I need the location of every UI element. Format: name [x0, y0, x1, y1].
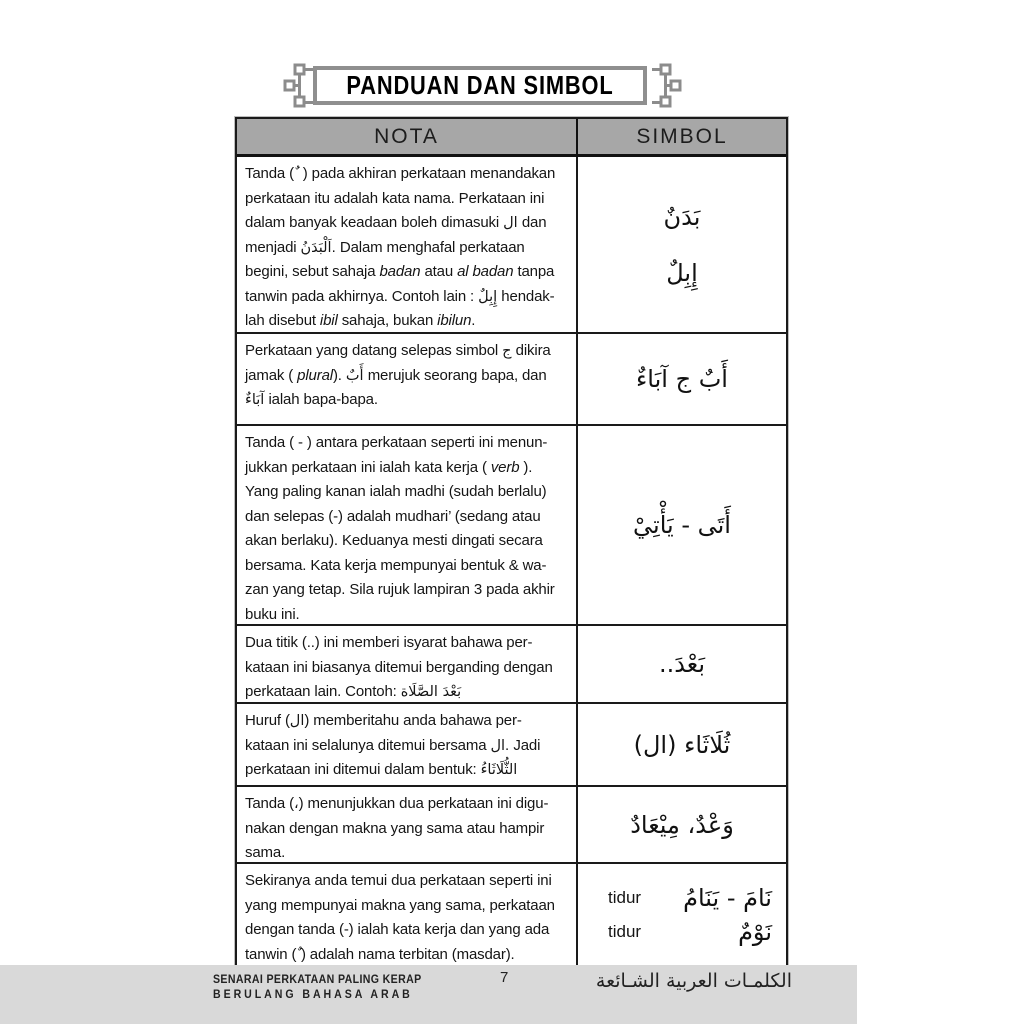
- inline-arabic-text: ٌ: [293, 166, 299, 182]
- inline-arabic-text: ٌ: [296, 946, 301, 963]
- note-line: [245, 364, 572, 389]
- note-text: perkataan ini ditemui dalam bentuk:: [245, 761, 481, 778]
- table-row: [237, 862, 786, 965]
- note-text: menjadi: [245, 238, 301, 256]
- note-line: [245, 388, 572, 413]
- title-banner: [285, 62, 680, 110]
- note-text: ) adalah nama terbitan (masdar).: [300, 945, 515, 963]
- nota-cell: [237, 787, 578, 862]
- table-body: [237, 157, 786, 965]
- note-text: ).: [332, 366, 346, 384]
- note-text: ) menunjukkan dua perkataan ini digu-: [298, 795, 549, 812]
- note-line: [245, 943, 572, 968]
- symbol-arabic-word: نَامَ - يَنَامُ: [683, 883, 772, 912]
- note-text: sahaja, bukan: [337, 312, 438, 329]
- note-line: [245, 339, 572, 364]
- footer-series-title: [213, 973, 422, 1003]
- nota-cell: [237, 704, 578, 785]
- inline-arabic-text: ،: [293, 796, 299, 812]
- note-text: nakan dengan makna yang sama atau hampir: [245, 819, 545, 837]
- inline-arabic-text: إِبِلٌ: [478, 288, 498, 305]
- note-line: [245, 603, 572, 628]
- note-text: dalam banyak keadaan boleh dimasuki: [245, 214, 504, 231]
- note-text: begini, sebut sahaja: [245, 263, 380, 280]
- symbol-arabic-word: نَوْمٌ: [738, 917, 772, 946]
- inline-arabic-text: ال: [503, 215, 518, 231]
- inline-arabic-text: آبَاءٌ: [245, 392, 265, 408]
- footer-series-line1: SENARAI PERKATAAN PALING KERAP: [213, 974, 422, 986]
- note-line: [245, 162, 572, 187]
- note-text: dan: [517, 214, 547, 231]
- italic-text: plural: [297, 366, 333, 384]
- note-line: [245, 709, 572, 734]
- note-line: [245, 211, 572, 236]
- note-line: [245, 841, 572, 866]
- note-text: jamak (: [245, 366, 298, 384]
- note-line: [245, 554, 572, 579]
- symbol-arabic-word: إِبِلٌ: [666, 258, 698, 287]
- nota-cell: [237, 157, 578, 332]
- note-text: Huruf (: [245, 712, 290, 729]
- note-line: [245, 505, 572, 530]
- note-text: dikira: [511, 342, 551, 359]
- symbol-arabic-word: أَتَى - يَأْتِيْ: [633, 511, 731, 539]
- nota-cell: [237, 626, 578, 702]
- note-text: ) memberitahu anda bahawa per-: [304, 712, 522, 729]
- note-line: [245, 480, 572, 505]
- symbol-line: [578, 511, 786, 539]
- note-text: dan selepas (-) adalah mudhari’ (sedang atau: [245, 507, 541, 525]
- simbol-cell: [578, 626, 786, 702]
- symbol-latin-gloss: tidur: [608, 921, 642, 941]
- note-text: tanwin pada akhirnya. Contoh lain :: [245, 287, 479, 305]
- symbol-line: [578, 365, 786, 393]
- note-text: lah disebut: [245, 312, 320, 329]
- title-box: [313, 66, 647, 105]
- note-line: [245, 631, 572, 656]
- note-line: [245, 758, 572, 783]
- footer-series-line2: BERULANG BAHASA ARAB: [213, 989, 413, 1001]
- note-text: ).: [519, 458, 533, 476]
- note-line: [245, 918, 572, 943]
- table-row: [237, 702, 786, 785]
- note-text: Tanda (: [245, 795, 294, 812]
- note-text: . Jadi: [505, 736, 541, 754]
- note-text: bersama. Kata kerja mempunyai bentuk & wa-: [245, 556, 547, 574]
- symbol-arabic-word: وَعْدٌ، مِيْعَادٌ: [630, 810, 734, 839]
- note-text: tanwin (: [245, 945, 297, 963]
- italic-text: badan: [379, 263, 421, 280]
- inline-arabic-text: الثُّلَاثَاءُ: [480, 762, 518, 778]
- table-row: [237, 424, 786, 624]
- note-text: atau: [420, 263, 458, 280]
- inline-arabic-text: ج: [502, 343, 512, 359]
- table-row: [237, 624, 786, 702]
- italic-text: al badan: [457, 263, 514, 280]
- column-header-simbol: SIMBOL: [636, 124, 728, 148]
- ornament-right-icon: [652, 63, 682, 109]
- page-title: PANDUAN DAN SIMBOL: [346, 70, 614, 100]
- page-number: 7: [500, 969, 509, 986]
- note-line: [245, 431, 572, 456]
- symbol-line: [578, 203, 786, 231]
- note-line: [245, 309, 572, 334]
- symbol-arabic-word: بَعْدَ..: [658, 650, 706, 678]
- simbol-cell: [578, 787, 786, 862]
- note-text: Perkataan yang datang selepas simbol: [245, 342, 503, 359]
- nota-cell: [237, 334, 578, 424]
- note-line: [245, 734, 572, 759]
- note-text: Sekiranya anda temui dua perkataan seperti ini: [245, 872, 552, 889]
- note-text: tanpa: [513, 263, 555, 280]
- symbol-arabic-word: أَبٌ ج آبَاءٌ: [636, 365, 728, 393]
- symbol-arabic-word: بَدَنٌ: [663, 202, 701, 231]
- simbol-cell: [578, 334, 786, 424]
- note-line: [245, 869, 572, 894]
- note-line: [245, 817, 572, 842]
- note-text: yang mempunyai makna yang sama, perkataan: [245, 896, 555, 914]
- italic-text: ibil: [319, 312, 338, 329]
- note-text: kataan ini biasanya ditemui berganding dengan: [245, 658, 553, 676]
- note-line: [245, 792, 572, 817]
- note-text: ialah bapa-bapa.: [264, 391, 378, 408]
- footer-arabic-title: الكلمـات العربية الشـائعة: [595, 970, 792, 992]
- inline-arabic-text: ال: [289, 713, 305, 729]
- italic-text: verb: [490, 458, 520, 476]
- note-line: [245, 656, 572, 681]
- simbol-cell: [578, 157, 786, 332]
- note-text: Yang paling kanan ialah madhi (sudah berlalu): [245, 483, 547, 500]
- simbol-cell: [578, 704, 786, 785]
- ornament-left-icon: [283, 63, 313, 109]
- note-text: perkataan lain. Contoh:: [245, 683, 401, 700]
- inline-arabic-text: بَعْدَ الصَّلَاة: [400, 684, 462, 700]
- table-row: [237, 157, 786, 332]
- symbol-line: [578, 811, 786, 839]
- note-line: [245, 529, 572, 554]
- note-text: Tanda (: [245, 165, 294, 182]
- symbol-line: [578, 650, 786, 678]
- note-text: Dua titik (..) ini memberi isyarat bahawa per-: [245, 634, 533, 651]
- note-line: [245, 187, 572, 212]
- simbol-cell: [578, 426, 786, 624]
- note-text: buku ini.: [245, 605, 300, 623]
- inline-arabic-text: اَلْبَدَنُ: [300, 239, 332, 256]
- note-text: . Dalam menghafal perkataan: [331, 238, 525, 256]
- note-line: [245, 456, 572, 481]
- note-text: akan berlaku). Keduanya mesti dingati secara: [245, 532, 543, 549]
- note-text: sama.: [245, 844, 286, 861]
- column-header-nota: NOTA: [237, 119, 578, 154]
- note-line: [245, 236, 572, 261]
- note-text: zan yang tetap. Sila rujuk lampiran 3 pada akhir: [245, 581, 555, 598]
- note-text: .: [471, 312, 476, 329]
- note-line: [245, 578, 572, 603]
- note-text: kataan ini selalunya ditemui bersama: [245, 736, 491, 754]
- note-text: dengan tanda (-) ialah kata kerja dan yang ada: [245, 921, 550, 938]
- table-header-row: [237, 119, 786, 157]
- symbol-line: [578, 918, 786, 946]
- note-text: ) pada akhiran perkataan menandakan: [298, 165, 556, 182]
- symbol-latin-gloss: tidur: [608, 887, 642, 907]
- note-line: [245, 894, 572, 919]
- note-text: hendak-: [497, 287, 555, 305]
- nota-cell: [237, 864, 578, 965]
- note-text: merujuk seorang bapa, dan: [363, 366, 547, 384]
- simbol-cell: [578, 864, 786, 965]
- note-text: perkataan itu adalah kata nama. Perkataan ini: [245, 189, 545, 207]
- note-line: [245, 680, 572, 705]
- inline-arabic-text: ال: [490, 737, 506, 754]
- symbol-line: [578, 259, 786, 287]
- table-row: [237, 332, 786, 424]
- inline-arabic-text: أَبٌ: [345, 367, 364, 384]
- table-row: [237, 785, 786, 862]
- note-line: [245, 285, 572, 310]
- italic-text: ibilun: [437, 312, 472, 329]
- note-text: jukkan perkataan ini ialah kata kerja (: [245, 458, 491, 476]
- symbol-arabic-word: ثُلَاثَاء (ال): [633, 730, 731, 759]
- note-text: Tanda ( - ) antara perkataan seperti ini menun-: [245, 434, 548, 451]
- symbol-line: [578, 884, 786, 912]
- note-line: [245, 260, 572, 285]
- symbol-line: [578, 731, 786, 759]
- guide-table: [235, 117, 788, 967]
- nota-cell: [237, 426, 578, 624]
